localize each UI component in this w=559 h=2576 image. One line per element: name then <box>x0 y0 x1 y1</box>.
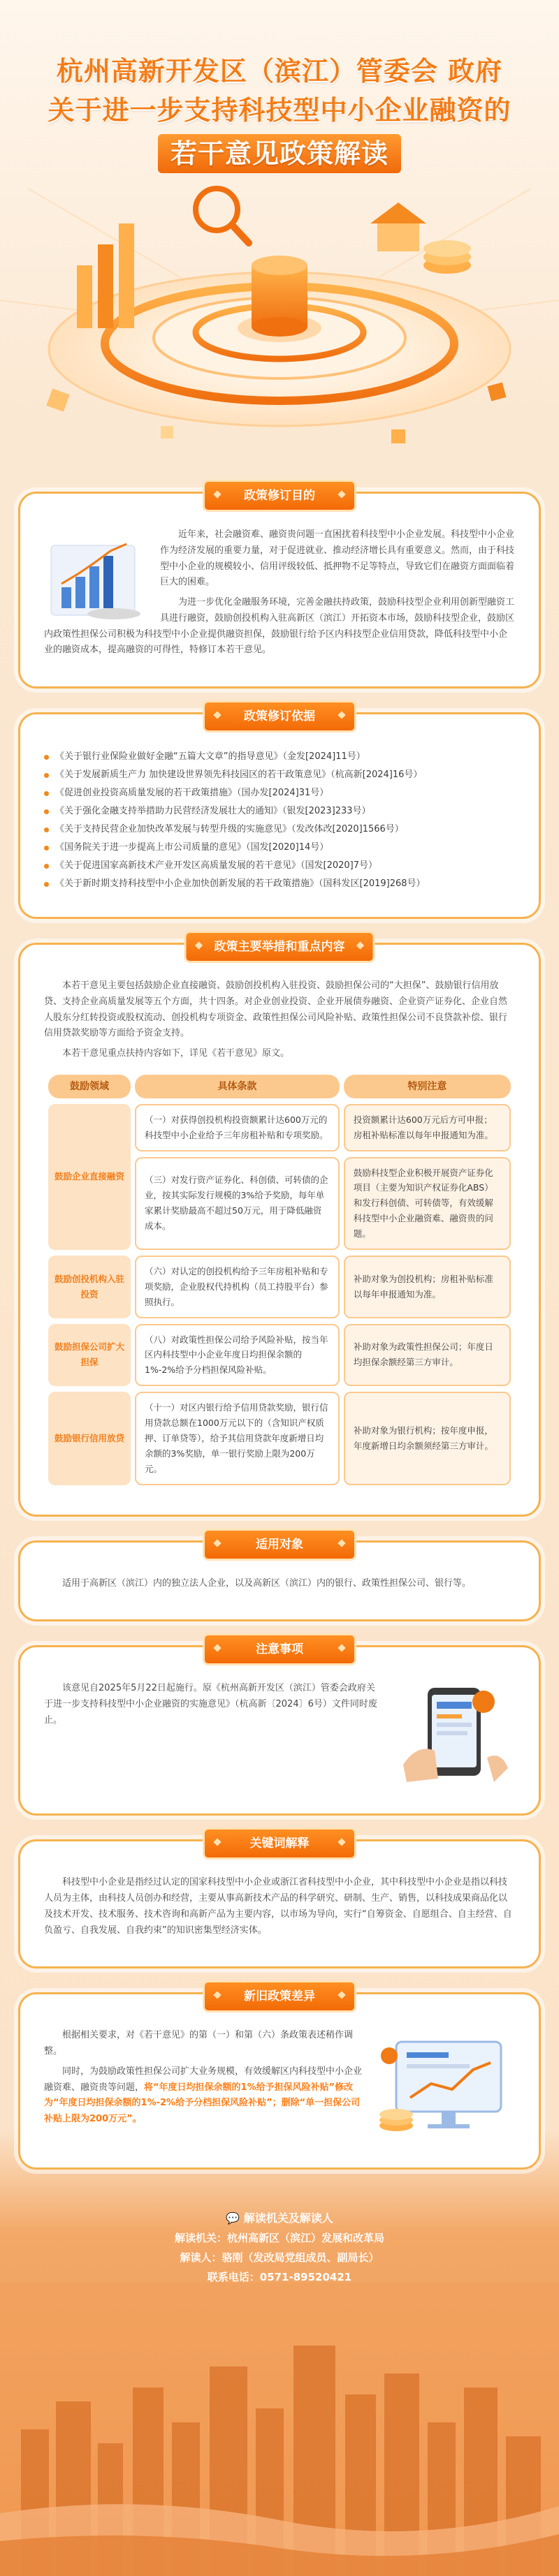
hero-title <box>0 0 559 173</box>
basis-item: 《关于新时期支持科技型中小企业加快创新发展的若干政策措施》（国科发区[2019]268号） <box>44 875 515 893</box>
field-cell: 鼓励创投机构入驻投资 <box>48 1256 131 1318</box>
basis-list <box>44 748 515 893</box>
notes-text: 该意见自2025年5月22日起施行。原《杭州高新开发区（滨江）管委会政府关于进一步支持科技型中小企业融资的实施意见》（杭高新〔2024〕6号）文件同时废止。 <box>44 1683 377 1725</box>
section-title-measures: 政策主要举措和重点内容 <box>184 931 375 963</box>
diff-paragraph-2-text: 同时，为鼓励政策性担保公司扩大业务规模，有效缓解区内科技型中小企业融资难、融资贵等问题， <box>44 2066 363 2093</box>
notes-cell: 鼓励科技型企业积极开展资产证券化项目（主要为知识产权证券化ABS）和发行科创债、可转债等，有效缓解科技型中小企业融资难、融资贵的问题。 <box>344 1157 511 1250</box>
footer-org: 解读机关：杭州高新区（滨江）发展和改革局 <box>174 2232 384 2245</box>
hero-title-line-2: 关于进一步支持科技型中小企业融资的 <box>48 95 511 126</box>
footer-heading-text: 解读机关及解读人 <box>243 2211 333 2225</box>
table-row <box>48 1324 511 1387</box>
hero-title-line-3: 若干意见政策解读 <box>158 134 401 173</box>
section-title-purpose: 政策修订目的 <box>203 480 356 512</box>
section-title-basis: 政策修订依据 <box>203 700 356 733</box>
footer-person: 解读人：骆刚（发改局党组成员、副局长） <box>180 2251 379 2265</box>
measures-intro: 本若干意见主要包括鼓励企业直接融资、鼓励创投机构入驻投资、鼓励担保公司的“大担保”、鼓励银行信用放贷、支持企业高质量发展等五个方面，共十四条。对企业创业投资、企业开展债券融资、企业资产证券化、企业自然人股东分红转投资或股权流动、创投机构专项资金、政策性担保公司风险补贴、政策性担保公司不良贷款补偿、银行信用贷款奖励等方面给予资金支持。 <box>44 980 508 1039</box>
footer <box>0 2185 559 2576</box>
section-measures <box>18 940 541 1517</box>
table-header-field: 鼓励领域 <box>48 1075 131 1098</box>
terms-text: 科技型中小企业是指经过认定的国家科技型中小企业或浙江省科技型中小企业，其中科技型中小企业是指以科技人员为主体，由科技人员创办和经营，主要从事高新技术产品的科学研究、研制、生产、销售，以科技成果商品化以及技术开发、技术服务、技术咨询和高新产品为主要内容，以市场为导向，实行“自筹资金、自愿组合、自主经营、自负盈亏、自我发展、自我约束”的知识密集型经济实体。 <box>44 1877 512 1936</box>
clause-cell: （一）对获得创投机构投资额累计达600万元的科技型中小企业给予三年房租补贴和专项奖励。 <box>135 1104 340 1151</box>
basis-item: 《国务院关于进一步提高上市公司质量的意见》（国发[2020]14号） <box>44 839 515 857</box>
section-title-terms: 关键词解释 <box>203 1827 356 1860</box>
footer-phone: 联系电话：0571-89520421 <box>207 2271 352 2284</box>
field-cell: 鼓励企业直接融资 <box>48 1104 131 1250</box>
table-header-notes: 特别注意 <box>344 1075 511 1098</box>
section-terms <box>18 1839 541 1968</box>
table-row <box>48 1256 511 1318</box>
clause-cell: （六）对认定的创投机构给予三年房租补贴和专项奖励，企业股权代持机构（员工持股平台）参照执行。 <box>135 1256 340 1318</box>
notes-cell: 补助对象为政策性担保公司；年度日均担保余额经第三方审计。 <box>344 1324 511 1387</box>
clause-cell: （八）对政策性担保公司给予风险补贴，按当年区内科技型中小企业年度日均担保余额的1%-2%给予分档担保风险补贴。 <box>135 1324 340 1387</box>
measures-intro-note: 本若干意见重点扶持内容如下，详见《若干意见》原文。 <box>62 1048 290 1059</box>
table-header-clause: 具体条款 <box>135 1075 340 1098</box>
chart-report-illustration <box>44 531 149 622</box>
scope-text: 适用于高新区（滨江）内的独立法人企业，以及高新区（滨江）内的银行、政策性担保公司、银行等。 <box>62 1577 472 1589</box>
section-purpose <box>18 489 541 689</box>
hero-banner <box>0 0 559 482</box>
phone-hand-illustration <box>389 1681 515 1786</box>
section-title-notes: 注意事项 <box>203 1633 356 1665</box>
section-basis <box>18 709 541 919</box>
clause-cell: （三）对发行资产证券化、科创债、可转债的企业，按其实际发行规模的3%给予奖励，每年单家累计奖励最高不超过50万元，用于降低融资成本。 <box>135 1157 340 1250</box>
field-cell: 鼓励银行信用放贷 <box>48 1392 131 1485</box>
basis-item: 《关于发展新质生产力 加快建设世界领先科技园区的若干政策意见》（杭高新[2024]16号） <box>44 766 515 784</box>
diff-paragraph-1: 根据相关要求，对《若干意见》的第（一）和第（六）条政策表述稍作调整。 <box>44 2030 354 2056</box>
screen-coins-illustration <box>375 2028 515 2140</box>
city-skyline-illustration <box>0 2283 559 2576</box>
table-row <box>48 1392 511 1485</box>
clause-cell: （十一）对区内银行给予信用贷款奖励，银行信用贷款总额在1000万元以下的（含知识产权质押、订单贷等），给予其信用贷款年度新增日均余额的3%奖励，单一银行奖励上限为200万元。 <box>135 1392 340 1485</box>
section-diff <box>18 1989 541 2170</box>
notes-cell: 补助对象为创投机构；房租补贴标准以每年申报通知为准。 <box>344 1256 511 1318</box>
table-row <box>48 1104 511 1151</box>
basis-item: 《关于强化金融支持举措助力民营经济发展壮大的通知》（银发[2023]233号） <box>44 802 515 820</box>
hero-title-line-1: 杭州高新开发区（滨江）管委会 政府 <box>56 56 503 87</box>
basis-item: 《关于支持民营企业加快改革发展与转型升级的实施意见》（发改体改[2020]1566号） <box>44 820 515 839</box>
section-title-scope: 适用对象 <box>203 1529 356 1561</box>
basis-item: 《关于银行业保险业做好金融“五篇大文章”的指导意见》（金发[2024]11号） <box>44 748 515 766</box>
footer-heading <box>0 2209 559 2228</box>
purpose-paragraph-2: 为进一步优化金融服务环境，完善金融扶持政策，鼓励科技型企业利用创新型融资工具进行融资，鼓励创投机构入驻高新区（滨江）开拓资本市场，鼓励科技型企业，鼓励区内政策性担保公司积极为科技型中小企业提供融资担保，鼓励银行给予区内科技型企业信用贷款，降低科技型中小企业的融资成本，提高融资的可得性，特修订本若干意见。 <box>44 597 515 656</box>
field-cell: 鼓励担保公司扩大担保 <box>48 1324 131 1387</box>
purpose-paragraph-1: 近年来，社会融资难、融资贵问题一直困扰着科技型中小企业发展。科技型中小企业作为经济发展的重要力量，对于促进就业、推动经济增长具有重要意义。然而，由于科技型中小企业的规模较小、信用评级较低、抵押物不足等特点，导致它们在融资方面面临着巨大的困难。 <box>160 529 515 588</box>
hero-illustration <box>0 161 559 482</box>
section-notes <box>18 1642 541 1816</box>
notes-cell: 补助对象为银行机构；按年度申报，年度新增日均余额须经第三方审计。 <box>344 1392 511 1485</box>
basis-item: 《关于促进国家高新技术产业开发区高质量发展的若干意见》（国发[2020]7号） <box>44 857 515 875</box>
basis-item: 《促进创业投资高质量发展的若干政策措施》（国办发[2024]31号） <box>44 784 515 802</box>
chat-icon: 💬 <box>226 2211 240 2225</box>
section-title-diff: 新旧政策差异 <box>203 1980 356 2012</box>
notes-cell: 投资额累计达600万元后方可申报；房租补贴标准以每年申报通知为准。 <box>344 1104 511 1151</box>
measures-table <box>44 1069 515 1491</box>
section-scope <box>18 1537 541 1622</box>
diff-highlight: 将“年度日均担保余额的1%给予担保风险补贴”修改为“年度日均担保余额的1%-2%给予分档担保风险补贴”；删除“单一担保公司补贴上限为200万元”。 <box>44 2082 361 2124</box>
